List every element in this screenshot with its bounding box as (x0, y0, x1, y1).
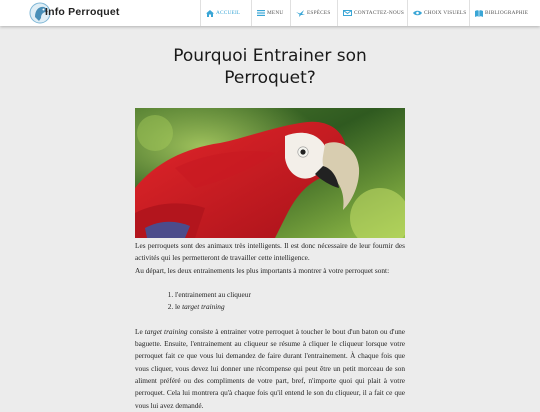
nav-item-especes[interactable] (290, 0, 337, 26)
list-item-text: l'entrainement au cliqueur (175, 289, 251, 299)
list-item (175, 289, 405, 302)
bird-icon (296, 10, 305, 17)
site-logo[interactable] (29, 2, 120, 24)
logo-text: Info Perroquet (45, 6, 120, 18)
main-nav (200, 0, 529, 26)
nav-item-bibliographie[interactable] (469, 0, 529, 26)
nav-label-contact: CONTACTEZ-NOUS (354, 10, 405, 16)
nav-item-accueil[interactable] (200, 0, 251, 26)
nav-item-menu[interactable] (251, 0, 290, 26)
eye-icon (413, 10, 422, 16)
training-paragraph (135, 326, 405, 412)
home-icon (206, 10, 214, 17)
para2-text: consiste à entrainer votre perroquet à toucher le bout d'un baton ou d'une baguette. Ensuite, l'entrainement au cliqueur se résume à cliquer le cliqueur lorsque votre perroquet fait ce que vous lui demandez de faire durant l'entrainement. À chaque fois que vous cliquer, vous devez lui donner une récompense qui peut être un petit morceau de son aliment préféré ou des compliments de votre part, bref, n'importe quoi qui plait à votre perroquet. Cela lui montrera qu'à chaque fois qu'il entend le son du cliqueur, il a fait ce que vous lui avez demandé. (135, 326, 405, 410)
mail-icon (343, 10, 352, 16)
intro-line-2: Au départ, les deux entrainements les plus importants à montrer à votre perroquet sont: (135, 265, 390, 275)
macaw-photo (135, 108, 405, 238)
nav-label-choix-visuels: CHOIX VISUELS (424, 10, 467, 16)
nav-label-menu: MENU (267, 10, 284, 16)
list-item-prefix: le (175, 302, 183, 312)
nav-item-choix-visuels[interactable] (407, 0, 469, 26)
para2-prefix: Le (135, 326, 145, 336)
nav-item-contact[interactable] (337, 0, 407, 26)
book-icon (475, 10, 483, 17)
page-title: Pourquoi Entrainer son Perroquet? (173, 46, 367, 88)
intro-line-1: Les perroquets sont des animaux très intelligents. Il est donc nécessaire de leur fournir des activités qui les permetteront de travailler cette intelligence. (135, 241, 405, 263)
article-body (135, 240, 405, 412)
nav-label-bibliographie: BIBLIOGRAPHIE (485, 10, 529, 16)
para2-emphasis: target training (144, 326, 188, 336)
training-list (135, 289, 405, 314)
intro-paragraph (135, 240, 405, 277)
site-header (0, 0, 540, 26)
nav-label-especes: ESPÈCES (307, 10, 331, 16)
list-item (175, 301, 405, 314)
menu-icon (257, 10, 265, 16)
list-item-text: target training (182, 302, 225, 312)
nav-label-accueil: ACCUEIL (216, 10, 241, 16)
